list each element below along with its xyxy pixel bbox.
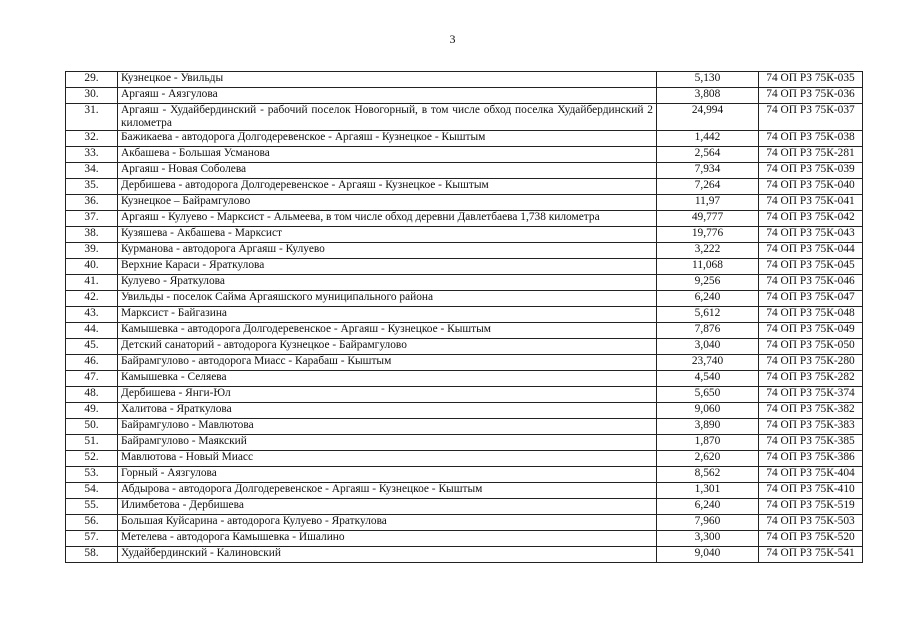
table-row bbox=[66, 163, 863, 179]
road-code-cell: 74 ОП РЗ 75К-280 bbox=[759, 355, 863, 371]
table-row bbox=[66, 403, 863, 419]
road-code-cell: 74 ОП РЗ 75К-541 bbox=[759, 547, 863, 563]
table-row bbox=[66, 451, 863, 467]
row-number-cell: 51. bbox=[66, 435, 118, 451]
road-code-cell: 74 ОП РЗ 75К-374 bbox=[759, 387, 863, 403]
road-code-cell: 74 ОП РЗ 75К-386 bbox=[759, 451, 863, 467]
road-name-cell: Илимбетова - Дербишева bbox=[118, 499, 657, 515]
row-number-cell: 34. bbox=[66, 163, 118, 179]
road-length-cell: 2,564 bbox=[657, 147, 759, 163]
road-name-cell: Кузнецкое - Увильды bbox=[118, 72, 657, 88]
road-length-cell: 5,130 bbox=[657, 72, 759, 88]
table-row bbox=[66, 227, 863, 243]
row-number-cell: 38. bbox=[66, 227, 118, 243]
road-length-cell: 8,562 bbox=[657, 467, 759, 483]
road-code-cell: 74 ОП РЗ 75К-282 bbox=[759, 371, 863, 387]
road-code-cell: 74 ОП РЗ 75К-046 bbox=[759, 275, 863, 291]
road-length-cell: 7,960 bbox=[657, 515, 759, 531]
row-number-cell: 33. bbox=[66, 147, 118, 163]
road-name-cell: Детский санаторий - автодорога Кузнецкое - Байрамгулово bbox=[118, 339, 657, 355]
road-length-cell: 7,934 bbox=[657, 163, 759, 179]
road-name-cell: Байрамгулово - Маякский bbox=[118, 435, 657, 451]
table-row bbox=[66, 211, 863, 227]
row-number-cell: 31. bbox=[66, 104, 118, 131]
road-length-cell: 1,870 bbox=[657, 435, 759, 451]
road-code-cell: 74 ОП РЗ 75К-410 bbox=[759, 483, 863, 499]
table-row bbox=[66, 243, 863, 259]
table-row bbox=[66, 307, 863, 323]
row-number-cell: 49. bbox=[66, 403, 118, 419]
row-number-cell: 43. bbox=[66, 307, 118, 323]
road-name-cell: Акбашева - Большая Усманова bbox=[118, 147, 657, 163]
roads-table bbox=[65, 71, 863, 563]
row-number-cell: 53. bbox=[66, 467, 118, 483]
road-code-cell: 74 ОП РЗ 75К-035 bbox=[759, 72, 863, 88]
roads-table-body bbox=[66, 72, 863, 563]
row-number-cell: 44. bbox=[66, 323, 118, 339]
row-number-cell: 29. bbox=[66, 72, 118, 88]
road-code-cell: 74 ОП РЗ 75К-047 bbox=[759, 291, 863, 307]
road-length-cell: 7,876 bbox=[657, 323, 759, 339]
row-number-cell: 58. bbox=[66, 547, 118, 563]
road-length-cell: 3,808 bbox=[657, 88, 759, 104]
table-row bbox=[66, 531, 863, 547]
row-number-cell: 54. bbox=[66, 483, 118, 499]
road-code-cell: 74 ОП РЗ 75К-041 bbox=[759, 195, 863, 211]
road-length-cell: 11,97 bbox=[657, 195, 759, 211]
table-row bbox=[66, 179, 863, 195]
road-length-cell: 6,240 bbox=[657, 499, 759, 515]
row-number-cell: 46. bbox=[66, 355, 118, 371]
row-number-cell: 48. bbox=[66, 387, 118, 403]
road-name-cell: Байрамгулово - Мавлютова bbox=[118, 419, 657, 435]
table-row bbox=[66, 371, 863, 387]
road-code-cell: 74 ОП РЗ 75К-037 bbox=[759, 104, 863, 131]
table-row bbox=[66, 483, 863, 499]
road-name-cell: Мавлютова - Новый Миасс bbox=[118, 451, 657, 467]
road-length-cell: 3,222 bbox=[657, 243, 759, 259]
road-length-cell: 9,060 bbox=[657, 403, 759, 419]
row-number-cell: 41. bbox=[66, 275, 118, 291]
road-name-cell: Аргаяш - Аязгулова bbox=[118, 88, 657, 104]
road-code-cell: 74 ОП РЗ 75К-045 bbox=[759, 259, 863, 275]
road-code-cell: 74 ОП РЗ 75К-044 bbox=[759, 243, 863, 259]
road-length-cell: 49,777 bbox=[657, 211, 759, 227]
road-length-cell: 5,612 bbox=[657, 307, 759, 323]
table-row bbox=[66, 259, 863, 275]
road-code-cell: 74 ОП РЗ 75К-520 bbox=[759, 531, 863, 547]
road-length-cell: 7,264 bbox=[657, 179, 759, 195]
row-number-cell: 56. bbox=[66, 515, 118, 531]
road-code-cell: 74 ОП РЗ 75К-382 bbox=[759, 403, 863, 419]
road-name-cell: Большая Куйсарина - автодорога Кулуево - Яраткулова bbox=[118, 515, 657, 531]
road-length-cell: 19,776 bbox=[657, 227, 759, 243]
road-length-cell: 2,620 bbox=[657, 451, 759, 467]
road-name-cell: Аргаяш - Новая Соболева bbox=[118, 163, 657, 179]
road-name-cell: Абдырова - автодорога Долгодеревенское - Аргаяш - Кузнецкое - Кыштым bbox=[118, 483, 657, 499]
road-name-cell: Дербишева - автодорога Долгодеревенское - Аргаяш - Кузнецкое - Кыштым bbox=[118, 179, 657, 195]
row-number-cell: 42. bbox=[66, 291, 118, 307]
row-number-cell: 35. bbox=[66, 179, 118, 195]
road-length-cell: 4,540 bbox=[657, 371, 759, 387]
table-row bbox=[66, 435, 863, 451]
table-row bbox=[66, 275, 863, 291]
table-row bbox=[66, 195, 863, 211]
road-name-cell: Кузнецкое – Байрамгулово bbox=[118, 195, 657, 211]
page-number: 3 bbox=[449, 32, 456, 46]
road-code-cell: 74 ОП РЗ 75К-383 bbox=[759, 419, 863, 435]
road-name-cell: Курманова - автодорога Аргаяш - Кулуево bbox=[118, 243, 657, 259]
road-code-cell: 74 ОП РЗ 75К-039 bbox=[759, 163, 863, 179]
road-code-cell: 74 ОП РЗ 75К-385 bbox=[759, 435, 863, 451]
road-code-cell: 74 ОП РЗ 75К-036 bbox=[759, 88, 863, 104]
road-length-cell: 9,040 bbox=[657, 547, 759, 563]
road-code-cell: 74 ОП РЗ 75К-519 bbox=[759, 499, 863, 515]
row-number-cell: 40. bbox=[66, 259, 118, 275]
road-name-cell: Кулуево - Яраткулова bbox=[118, 275, 657, 291]
road-name-cell: Камышевка - автодорога Долгодеревенское - Аргаяш - Кузнецкое - Кыштым bbox=[118, 323, 657, 339]
table-row bbox=[66, 72, 863, 88]
table-row bbox=[66, 419, 863, 435]
row-number-cell: 39. bbox=[66, 243, 118, 259]
road-name-cell: Дербишева - Янги-Юл bbox=[118, 387, 657, 403]
table-row bbox=[66, 515, 863, 531]
road-name-cell: Халитова - Яраткулова bbox=[118, 403, 657, 419]
table-row bbox=[66, 291, 863, 307]
row-number-cell: 52. bbox=[66, 451, 118, 467]
road-name-cell: Горный - Аязгулова bbox=[118, 467, 657, 483]
road-length-cell: 1,442 bbox=[657, 131, 759, 147]
road-name-cell: Метелева - автодорога Камышевка - Ишалино bbox=[118, 531, 657, 547]
table-row bbox=[66, 323, 863, 339]
row-number-cell: 30. bbox=[66, 88, 118, 104]
table-row bbox=[66, 499, 863, 515]
road-code-cell: 74 ОП РЗ 75К-038 bbox=[759, 131, 863, 147]
row-number-cell: 45. bbox=[66, 339, 118, 355]
table-row bbox=[66, 387, 863, 403]
road-length-cell: 11,068 bbox=[657, 259, 759, 275]
road-code-cell: 74 ОП РЗ 75К-281 bbox=[759, 147, 863, 163]
road-length-cell: 5,650 bbox=[657, 387, 759, 403]
road-code-cell: 74 ОП РЗ 75К-048 bbox=[759, 307, 863, 323]
road-name-cell: Верхние Караси - Яраткулова bbox=[118, 259, 657, 275]
road-code-cell: 74 ОП РЗ 75К-503 bbox=[759, 515, 863, 531]
road-name-cell: Марксист - Байгазина bbox=[118, 307, 657, 323]
row-number-cell: 55. bbox=[66, 499, 118, 515]
road-length-cell: 24,994 bbox=[657, 104, 759, 131]
road-name-cell: Худайбердинский - Калиновский bbox=[118, 547, 657, 563]
table-row bbox=[66, 131, 863, 147]
row-number-cell: 37. bbox=[66, 211, 118, 227]
road-length-cell: 9,256 bbox=[657, 275, 759, 291]
road-name-cell: Аргаяш - Худайбердинский - рабочий поселок Новогорный, в том числе обход поселка Худайбердинский 2 километра bbox=[118, 104, 657, 131]
road-name-cell: Увильды - поселок Сайма Аргаяшского муниципального района bbox=[118, 291, 657, 307]
road-code-cell: 74 ОП РЗ 75К-040 bbox=[759, 179, 863, 195]
table-row bbox=[66, 104, 863, 131]
row-number-cell: 32. bbox=[66, 131, 118, 147]
row-number-cell: 57. bbox=[66, 531, 118, 547]
road-name-cell: Камышевка - Селяева bbox=[118, 371, 657, 387]
row-number-cell: 47. bbox=[66, 371, 118, 387]
road-name-cell: Аргаяш - Кулуево - Марксист - Альмеева, в том числе обход деревни Давлетбаева 1,738 километра bbox=[118, 211, 657, 227]
road-length-cell: 23,740 bbox=[657, 355, 759, 371]
road-length-cell: 6,240 bbox=[657, 291, 759, 307]
road-code-cell: 74 ОП РЗ 75К-042 bbox=[759, 211, 863, 227]
table-row bbox=[66, 88, 863, 104]
road-code-cell: 74 ОП РЗ 75К-043 bbox=[759, 227, 863, 243]
row-number-cell: 50. bbox=[66, 419, 118, 435]
road-name-cell: Байрамгулово - автодорога Миасс - Карабаш - Кыштым bbox=[118, 355, 657, 371]
road-name-cell: Бажикаева - автодорога Долгодеревенское - Аргаяш - Кузнецкое - Кыштым bbox=[118, 131, 657, 147]
table-row bbox=[66, 467, 863, 483]
road-length-cell: 1,301 bbox=[657, 483, 759, 499]
row-number-cell: 36. bbox=[66, 195, 118, 211]
road-code-cell: 74 ОП РЗ 75К-404 bbox=[759, 467, 863, 483]
table-row bbox=[66, 355, 863, 371]
road-length-cell: 3,300 bbox=[657, 531, 759, 547]
road-length-cell: 3,040 bbox=[657, 339, 759, 355]
table-row bbox=[66, 547, 863, 563]
road-name-cell: Кузяшева - Акбашева - Марксист bbox=[118, 227, 657, 243]
table-row bbox=[66, 339, 863, 355]
road-code-cell: 74 ОП РЗ 75К-050 bbox=[759, 339, 863, 355]
road-code-cell: 74 ОП РЗ 75К-049 bbox=[759, 323, 863, 339]
table-row bbox=[66, 147, 863, 163]
road-length-cell: 3,890 bbox=[657, 419, 759, 435]
